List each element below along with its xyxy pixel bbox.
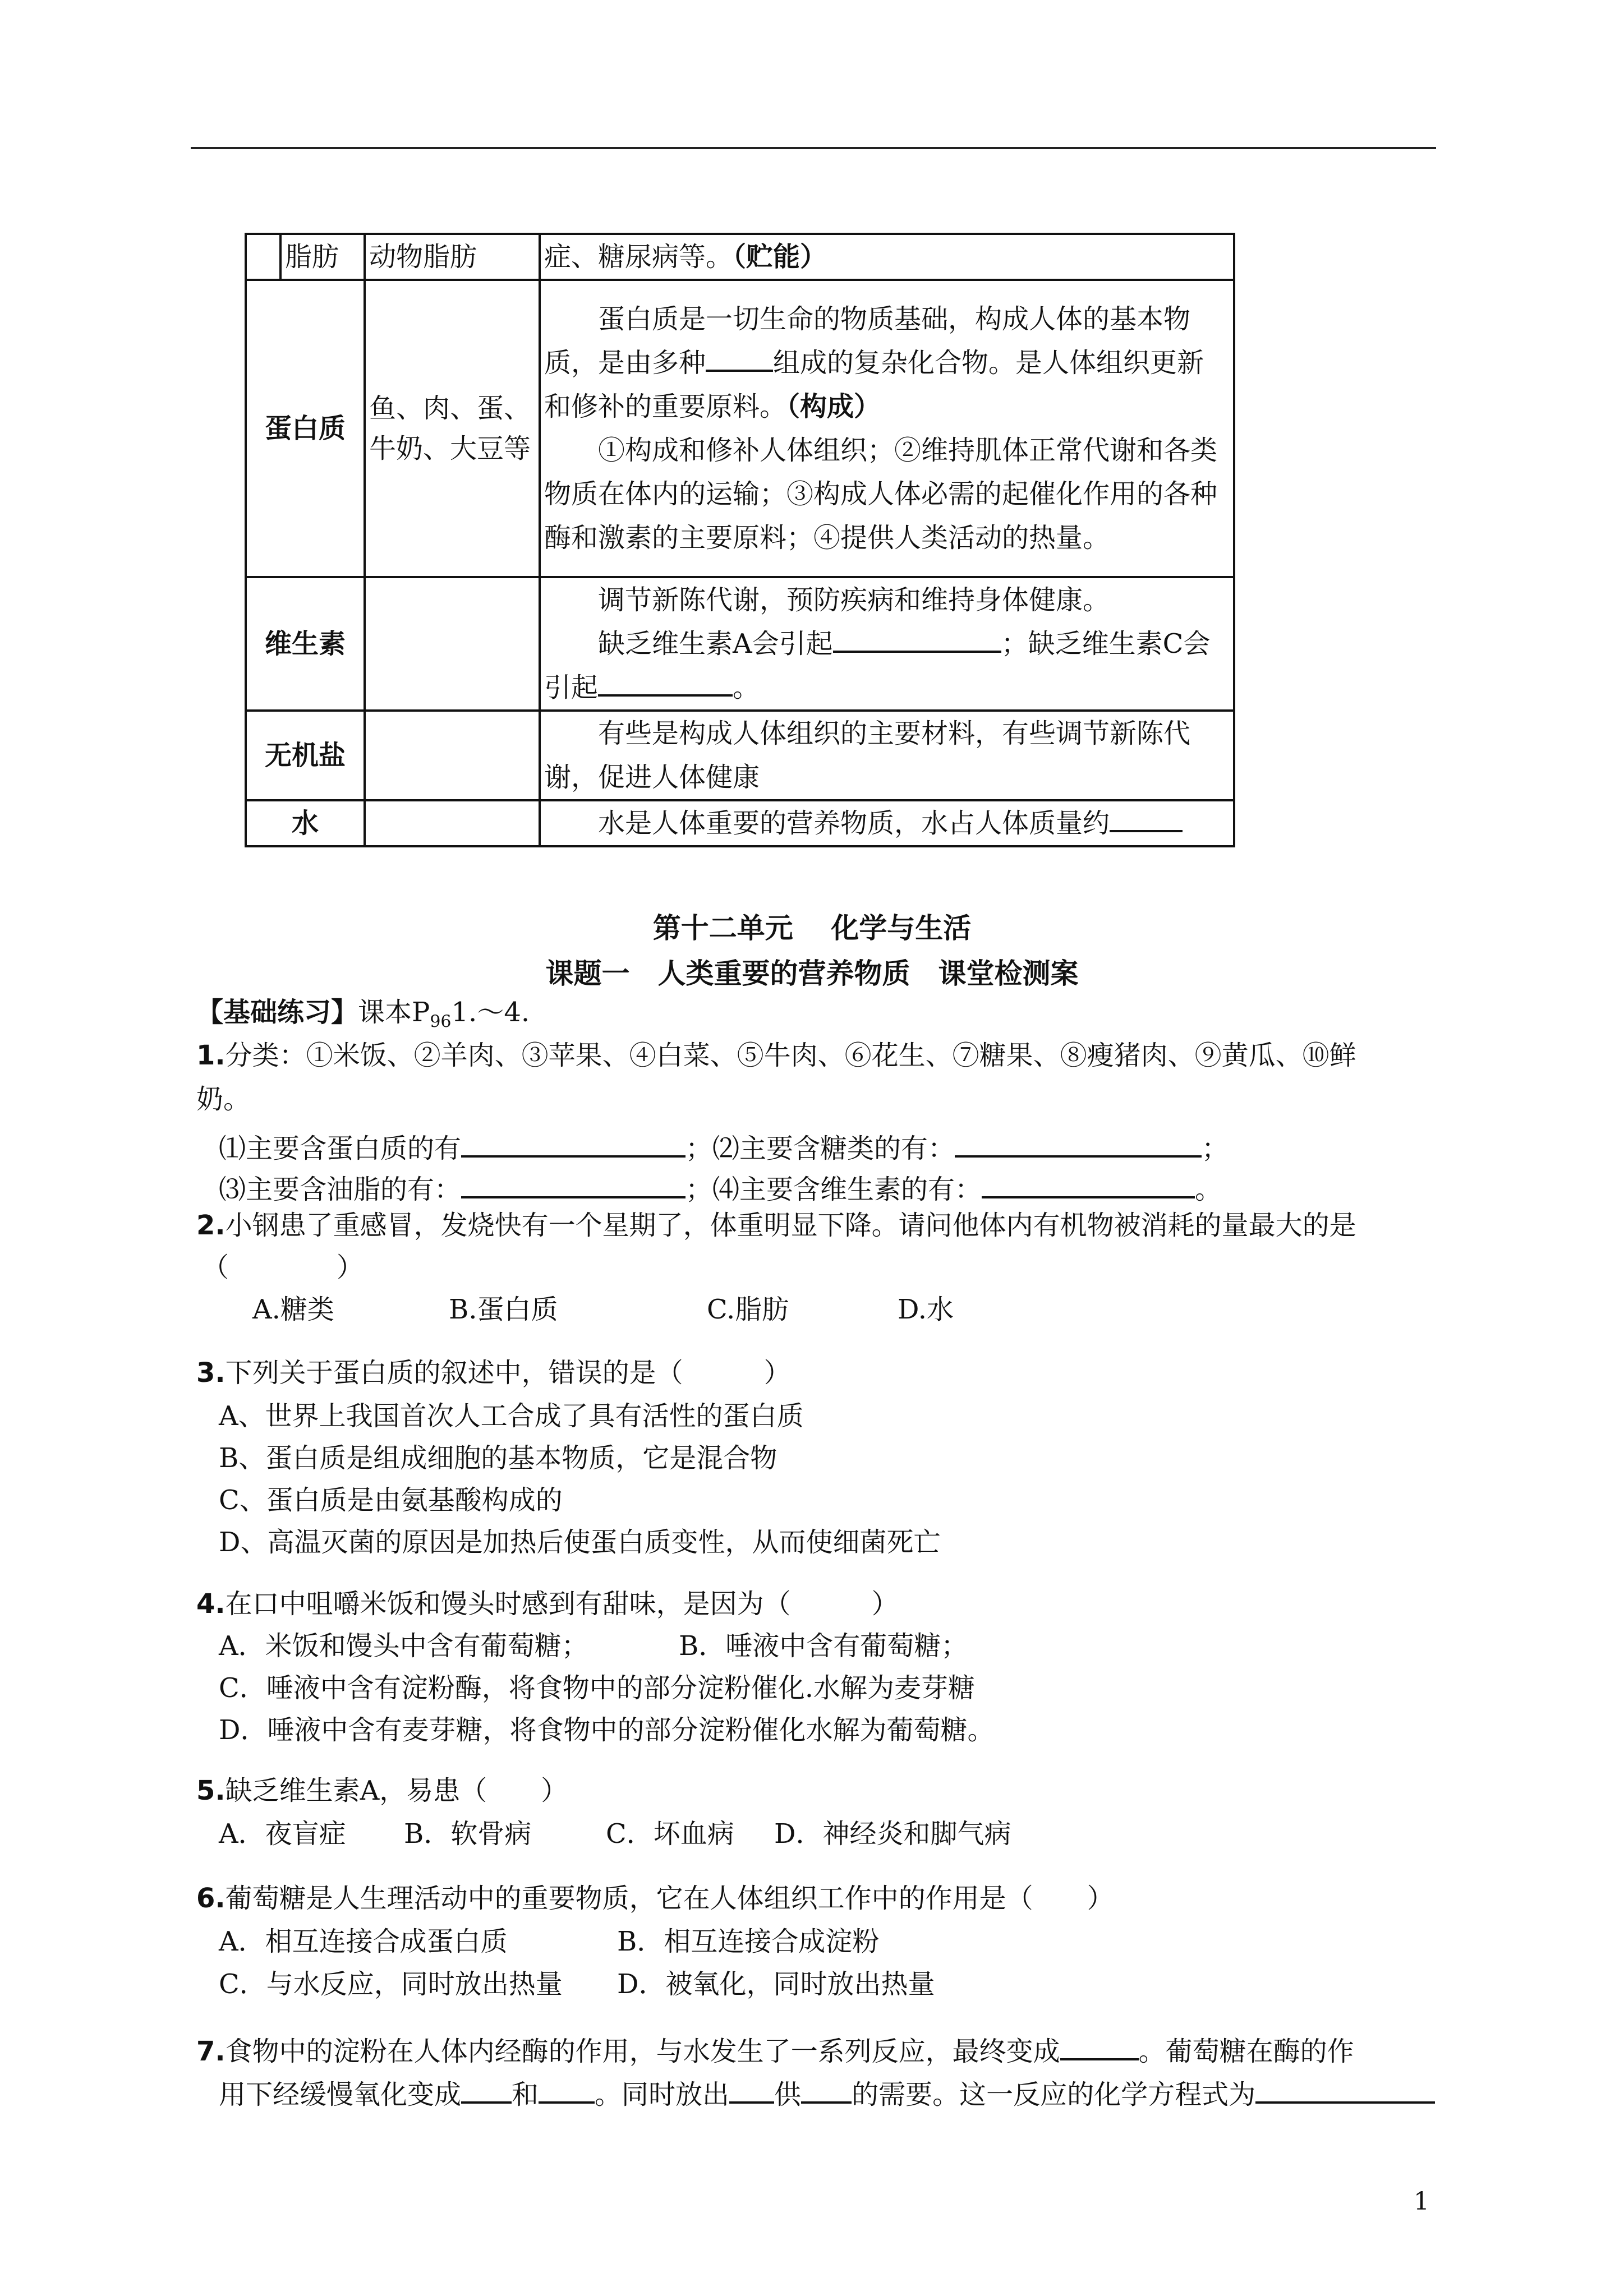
question-3: 3.下列关于蛋白质的叙述中，错误的是（ ） — [196, 1357, 791, 1389]
unit-heading: 第十二单元 化学与生活 — [652, 912, 972, 944]
empty-cell — [246, 234, 280, 280]
blank[interactable] — [706, 342, 773, 372]
blank[interactable] — [461, 1168, 686, 1198]
table-row — [246, 234, 1234, 280]
question-6: 6.葡萄糖是人生理活动中的重要物质，它在人体组织工作中的作用是（ ） — [196, 1883, 1114, 1914]
protein-food: 鱼、肉、蛋、牛奶、大豆等 — [365, 280, 540, 577]
question-7: 7.食物中的淀粉在人体内经酶的作用，与水发生了一系列反应，最终变成 。葡萄糖在酶的作 — [196, 2030, 1354, 2068]
lesson-heading: 课题一 人类重要的营养物质 课堂检测案 — [545, 957, 1079, 990]
protein-desc: 蛋白质是一切生命的物质基础，构成人体的基本物质，是由多种 组成的复杂化合物。是人体组织更新和修补的重要原料。（构成） ①构成和修补人体组织；②维持肌体正常代谢和各类物质在体内的运输；③构成人体必需的起催化作用的各种酶和激素的主要原料；④提供人类活动的热量。 — [540, 280, 1234, 577]
blank[interactable] — [801, 2073, 852, 2104]
page-number: 1 — [1414, 2187, 1429, 2216]
blank[interactable] — [955, 1127, 1202, 1158]
fat-subcat: 脂肪 — [280, 234, 365, 280]
mineral-desc: 有些是构成人体组织的主要材料，有些调节新陈代谢，促进人体健康 — [540, 711, 1234, 800]
q2-option-d: D.水 — [898, 1294, 954, 1325]
protein-name: 蛋白质 — [246, 280, 365, 577]
blank[interactable] — [1110, 802, 1183, 832]
blank[interactable] — [598, 666, 733, 697]
question-5: 5.缺乏维生素A，易患（ ） — [196, 1775, 568, 1806]
blank[interactable] — [1060, 2030, 1139, 2060]
water-desc: 水是人体重要的营养物质，水占人体质量约 — [540, 800, 1234, 846]
question-2: 2.小钢患了重感冒，发烧快有一个星期了，体重明显下降。请问他体内有机物被消耗的量最大的是 — [196, 1210, 1356, 1241]
fat-desc: 症、糖尿病等。（贮能） — [540, 234, 1234, 280]
water-name: 水 — [246, 800, 365, 846]
nutrient-table — [245, 233, 1235, 847]
fat-food: 动物脂肪 — [365, 234, 540, 280]
table-row — [246, 800, 1234, 846]
table-row — [246, 577, 1234, 711]
table-row — [246, 280, 1234, 577]
basic-practice: 【基础练习】课本$P_{96}1.\sim 4$. — [196, 997, 530, 1032]
question-4: 4.在口中咀嚼米饭和馒头时感到有甜味，是因为（ ） — [196, 1588, 899, 1620]
blank[interactable] — [982, 1168, 1195, 1198]
blank[interactable] — [539, 2073, 595, 2104]
blank[interactable] — [833, 623, 1001, 653]
q2-option-b: B.蛋白质 — [449, 1294, 558, 1325]
header-rule — [191, 147, 1436, 149]
q2-option-c: C.脂肪 — [707, 1294, 789, 1325]
q2-option-a: A.糖类 — [252, 1294, 334, 1325]
vitamin-desc: 调节新陈代谢，预防疾病和维持身体健康。 缺乏维生素A会引起 ；缺乏维生素C会引起 。 — [540, 577, 1234, 711]
question-1: 1.分类：①米饭、②羊肉、③苹果、④白菜、⑤牛肉、⑥花生、⑦糖果、⑧瘦猪肉、⑨黄瓜、⑩鲜 — [196, 1040, 1356, 1071]
mineral-name: 无机盐 — [246, 711, 365, 800]
blank[interactable] — [1255, 2073, 1435, 2104]
blank[interactable] — [729, 2073, 774, 2104]
vitamin-name: 维生素 — [246, 577, 365, 711]
blank[interactable] — [461, 2073, 512, 2104]
table-row — [246, 711, 1234, 800]
blank[interactable] — [461, 1127, 686, 1158]
